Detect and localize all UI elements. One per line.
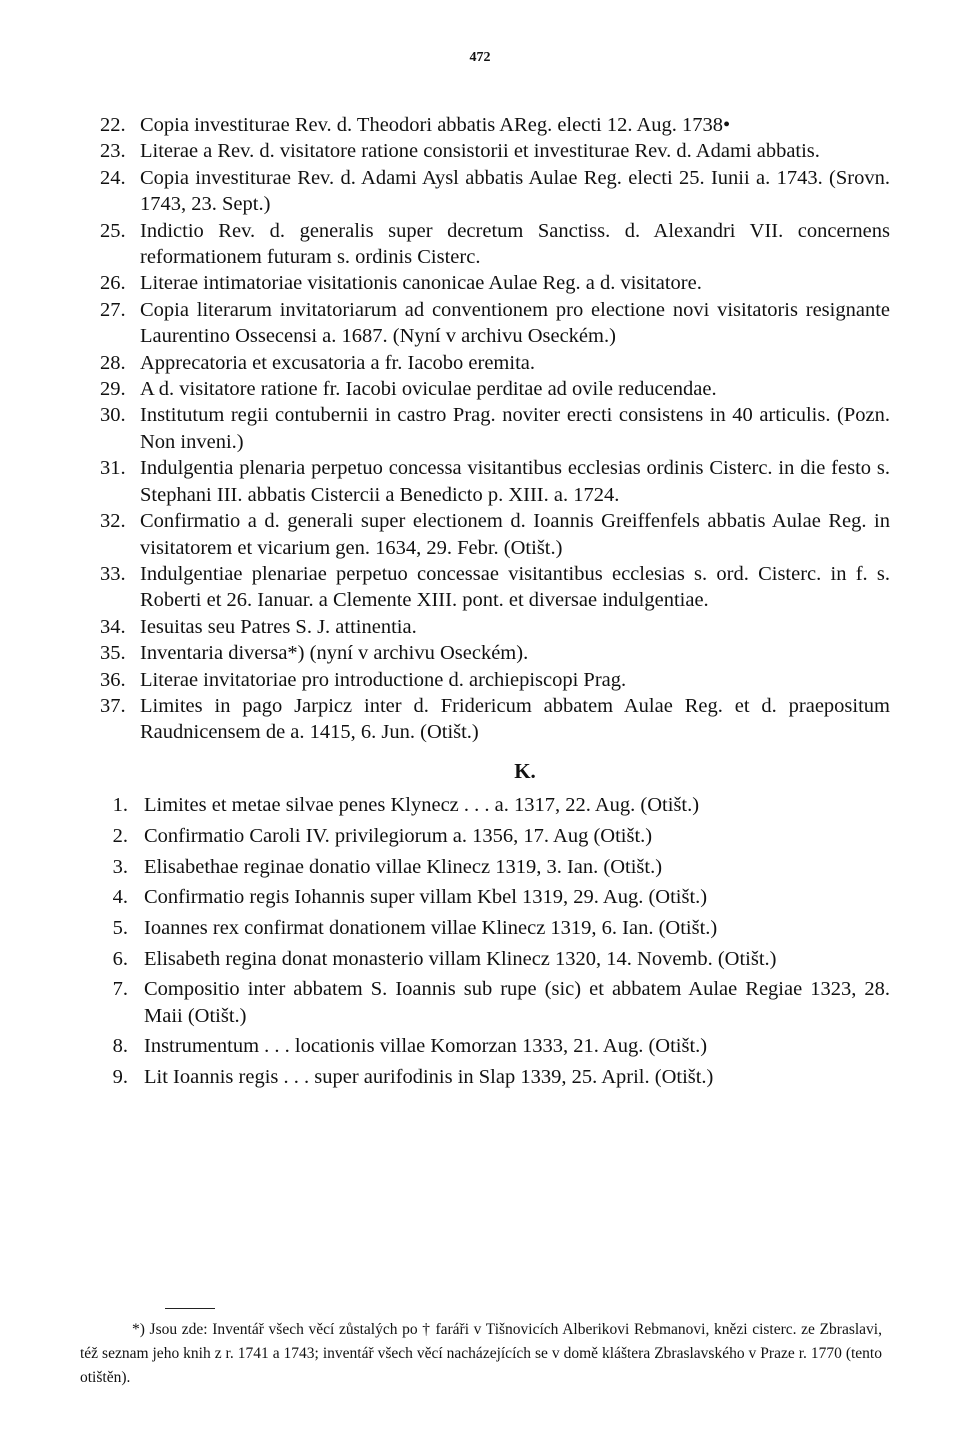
entry-text: Limites et metae silvae penes Klynecz . . . a. 1317, 22. Aug. (Otišt.) bbox=[144, 794, 700, 817]
entry-text: Literae invitatoriae pro introductione d. archiepiscopi Prag. bbox=[140, 668, 627, 691]
entry-number: 31. bbox=[100, 457, 126, 480]
entry-text: Lit Ioannis regis . . . super aurifodinis in Slap 1339, 25. April. (Otišt.) bbox=[144, 1066, 714, 1089]
list-item bbox=[100, 270, 890, 296]
entry-text: Indulgentia plenaria perpetuo concessa visitantibus ecclesias ordinis Cisterc. in die festo s. Stephani III. abbatis Cistercii a Benedicto p. XIII. a. 1724. bbox=[140, 457, 890, 506]
entry-text: Indictio Rev. d. generalis super decretum Sanctiss. d. Alexandri VII. concernens reformationem futuram s. ordinis Cisterc. bbox=[140, 219, 890, 269]
entry-number: 8. bbox=[112, 1035, 128, 1058]
list-item bbox=[100, 693, 890, 746]
entry-number: 4. bbox=[112, 886, 128, 909]
entry-number: 9. bbox=[112, 1066, 128, 1089]
entry-text: Literae intimatoriae visitationis canonicae Aulae Reg. a d. visitatore. bbox=[140, 272, 702, 295]
list-item bbox=[100, 297, 890, 350]
entry-number: 34. bbox=[100, 615, 126, 638]
list-item bbox=[100, 165, 890, 218]
list-item bbox=[100, 561, 890, 614]
list-item bbox=[100, 455, 890, 508]
entry-number: 3. bbox=[112, 855, 128, 878]
list-item bbox=[100, 976, 890, 1029]
section-heading: K. bbox=[514, 758, 536, 783]
entry-number: 2. bbox=[112, 824, 128, 847]
list-item bbox=[100, 1033, 890, 1059]
entry-text: Literae a Rev. d. visitatore ratione consistorii et investiturae Rev. d. Adami abbatis. bbox=[140, 140, 820, 163]
list-item bbox=[100, 350, 890, 376]
entry-text: Apprecatoria et excusatoria a fr. Iacobo eremita. bbox=[140, 351, 535, 374]
entry-number: 1. bbox=[112, 794, 128, 817]
entry-text: Elisabeth regina donat monasterio villam Klinecz 1320, 14. Novemb. (Otišt.) bbox=[144, 947, 777, 970]
list-item bbox=[100, 946, 890, 972]
section-k-list bbox=[100, 792, 890, 1090]
list-item bbox=[100, 854, 890, 880]
entry-text: Confirmatio a d. generali super electionem d. Ioannis Greiffenfels abbatis Aulae Reg. in visitatorem et vicarium gen. 1634, 29. Febr. (Otišt.) bbox=[140, 510, 890, 559]
entry-number: 36. bbox=[100, 668, 126, 691]
entry-number: 28. bbox=[100, 351, 126, 374]
list-item bbox=[100, 915, 890, 941]
entry-text: Copia investiturae Rev. d. Adami Aysl abbatis Aulae Reg. electi 25. Iunii a. 1743. (Srovn. 1743, 23. Sept.) bbox=[140, 166, 890, 216]
entry-number: 27. bbox=[100, 298, 126, 321]
list-item bbox=[100, 667, 890, 693]
entry-number: 30. bbox=[100, 404, 126, 427]
entry-text: Confirmatio regis Iohannis super villam Kbel 1319, 29. Aug. (Otišt.) bbox=[144, 886, 708, 909]
entry-number: 22. bbox=[100, 114, 126, 136]
list-item bbox=[100, 508, 890, 561]
entry-text: Confirmatio Caroli IV. privilegiorum a. 1356, 17. Aug (Otišt.) bbox=[144, 824, 653, 847]
entry-number: 7. bbox=[112, 978, 128, 1001]
entry-text: Compositio inter abbatem S. Ioannis sub rupe (sic) et abbatem Aulae Regiae 1323, 28. Maii (Otišt.) bbox=[144, 978, 890, 1027]
list-item bbox=[100, 1064, 890, 1090]
list-item bbox=[100, 792, 890, 818]
list-item bbox=[100, 823, 890, 849]
list-item bbox=[100, 112, 890, 138]
entry-number: 25. bbox=[100, 219, 126, 242]
entry-text: Copia literarum invitatoriarum ad conventionem pro electione novi visitatoris resignante Laurentino Ossecensi a. 1687. (Nyní v archivu Oseckém.) bbox=[140, 298, 890, 348]
list-item bbox=[100, 138, 890, 164]
entry-number: 24. bbox=[100, 166, 126, 189]
entry-number: 23. bbox=[100, 140, 126, 163]
entry-text: Institutum regii contubernii in castro Prag. noviter erecti consistens in 40 articulis. (Pozn. Non inveni.) bbox=[140, 404, 890, 453]
entry-number: 6. bbox=[112, 947, 128, 970]
page-number: 472 bbox=[469, 50, 491, 65]
entry-number: 26. bbox=[100, 272, 126, 295]
list-item bbox=[100, 218, 890, 271]
entry-text: Inventaria diversa*) (nyní v archivu Oseckém). bbox=[140, 642, 529, 665]
entry-text: Indulgentiae plenariae perpetuo concessae visitantibus ecclesias s. ord. Cisterc. in f. s. Roberti et 26. Ianuar. a Clemente XIII. pont. et diversae indulgentiae. bbox=[140, 562, 890, 612]
entry-text: Elisabethae reginae donatio villae Klinecz 1319, 3. Ian. (Otišt.) bbox=[144, 855, 663, 878]
entry-number: 33. bbox=[100, 562, 126, 585]
entry-number: 35. bbox=[100, 642, 126, 665]
footnote-divider bbox=[165, 1308, 215, 1309]
page-body bbox=[100, 112, 890, 1095]
list-item bbox=[100, 402, 890, 455]
list-item bbox=[100, 376, 890, 402]
entry-number: 5. bbox=[112, 916, 128, 939]
entry-text: Iesuitas seu Patres S. J. attinentia. bbox=[140, 615, 417, 638]
list-item bbox=[100, 640, 890, 666]
list-item bbox=[100, 884, 890, 910]
entry-text: Instrumentum . . . locationis villae Komorzan 1333, 21. Aug. (Otišt.) bbox=[144, 1035, 708, 1058]
entry-text: Ioannes rex confirmat donationem villae Klinecz 1319, 6. Ian. (Otišt.) bbox=[144, 916, 718, 939]
entry-text: Limites in pago Jarpicz inter d. Fridericum abbatem Aulae Reg. et d. praepositum Raudnicensem de a. 1415, 6. Jun. (Otišt.) bbox=[140, 694, 890, 744]
entry-text: Copia investiturae Rev. d. Theodori abbatis AReg. electi 12. Aug. 1738• bbox=[140, 114, 731, 136]
entry-number: 37. bbox=[100, 694, 126, 717]
list-item bbox=[100, 614, 890, 640]
entry-number: 29. bbox=[100, 378, 126, 401]
footnote: *) Jsou zde: Inventář všech věcí zůstalých po † faráři v Tišnovicích Alberikovi Rebmanovi, knězi cisterc. ze Zbraslavi, též seznam jeho knih z r. 1741 a 1743; inventář všech věcí nacházejících se v domě kláštera Zbraslavského v Praze r. 1770 (tento otištěn). bbox=[80, 1321, 882, 1386]
entry-text: A d. visitatore ratione fr. Iacobi oviculae perditae ad ovile reducendae. bbox=[140, 378, 717, 401]
entry-number: 32. bbox=[100, 510, 126, 533]
